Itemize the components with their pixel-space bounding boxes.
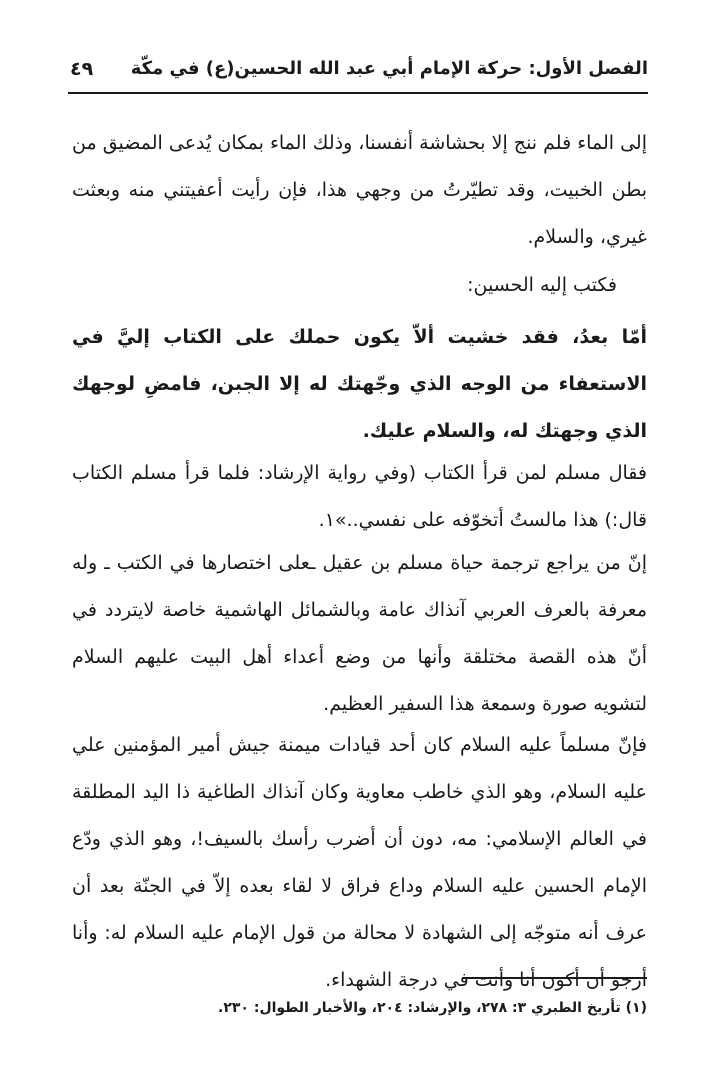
running-header <box>68 52 648 94</box>
paragraph-husayn-reply-intro: فكتب إليه الحسين: <box>467 274 617 296</box>
page-number: ٤٩ <box>70 58 94 80</box>
footnote-separator <box>462 977 647 979</box>
paragraph-husayn-letter: أمّا بعدُ، فقد خشيت ألاّ يكون حملك على الكتاب إليَّ في الاستعفاء من الوجه الذي وجّهتك له إلا الجبن، فامضِ لوجهك الذي وجهتك له، والسلام عليك. <box>72 326 647 442</box>
chapter-title: الفصل الأول: حركة الإمام أبي عبد الله الحسين(ع) في مكّة <box>130 58 648 79</box>
paragraph-muslim-virtues: فإنّ مسلماً عليه السلام كان أحد قيادات ميمنة جيش أمير المؤمنين علي عليه السلام، وهو الذي خاطب معاوية وكان آنذاك الطاغية ذا اليد المطلقة في العالم الإسلامي: مه، دون أن أضرب رأسك بالسيف!، وهو الذي ودّع الإمام الحسين عليه السلام وداع فراق لا لقاء بعده إلاّ في الجنّة بعد أن عرف أنه متوجّه إلى الشهادة لا محالة من قول الإمام عليه السلام له: وأنا أرجو أن أكون أنا وأنت في درجة الشهداء. <box>72 734 647 991</box>
paragraph-analysis: إنّ من يراجع ترجمة حياة مسلم بن عقيل ـعلى اختصارها في الكتب ـ وله معرفة بالعرف العربي آنذاك عامة وبالشمائل الهاشمية خاصة لايتردد في أنّ هذه القصة مختلقة وأنها من وضع أعداء أهل البيت عليهم السلام لتشويه صورة وسمعة هذا السفير العظيم. <box>72 552 647 715</box>
paragraph-letter-end: إلى الماء فلم ننج إلا بحشاشة أنفسنا، وذلك الماء بمكان يُدعى المضيق من بطن الخبيت، وقد تطيّرتُ من وجهي هذا، فإن رأيت أعفيتني منه وبعثت غيري، والسلام. <box>72 132 647 248</box>
paragraph-muslim-response: فقال مسلم لمن قرأ الكتاب (وفي رواية الإرشاد: فلما قرأ مسلم الكتاب قال:) هذا مالستُ أتخوّفه على نفسي..»١. <box>72 462 647 531</box>
footnote: (١) تأريخ الطبري ٣: ٢٧٨، والإرشاد: ٢٠٤، والأخبار الطوال: ٢٣٠. <box>218 1000 647 1016</box>
